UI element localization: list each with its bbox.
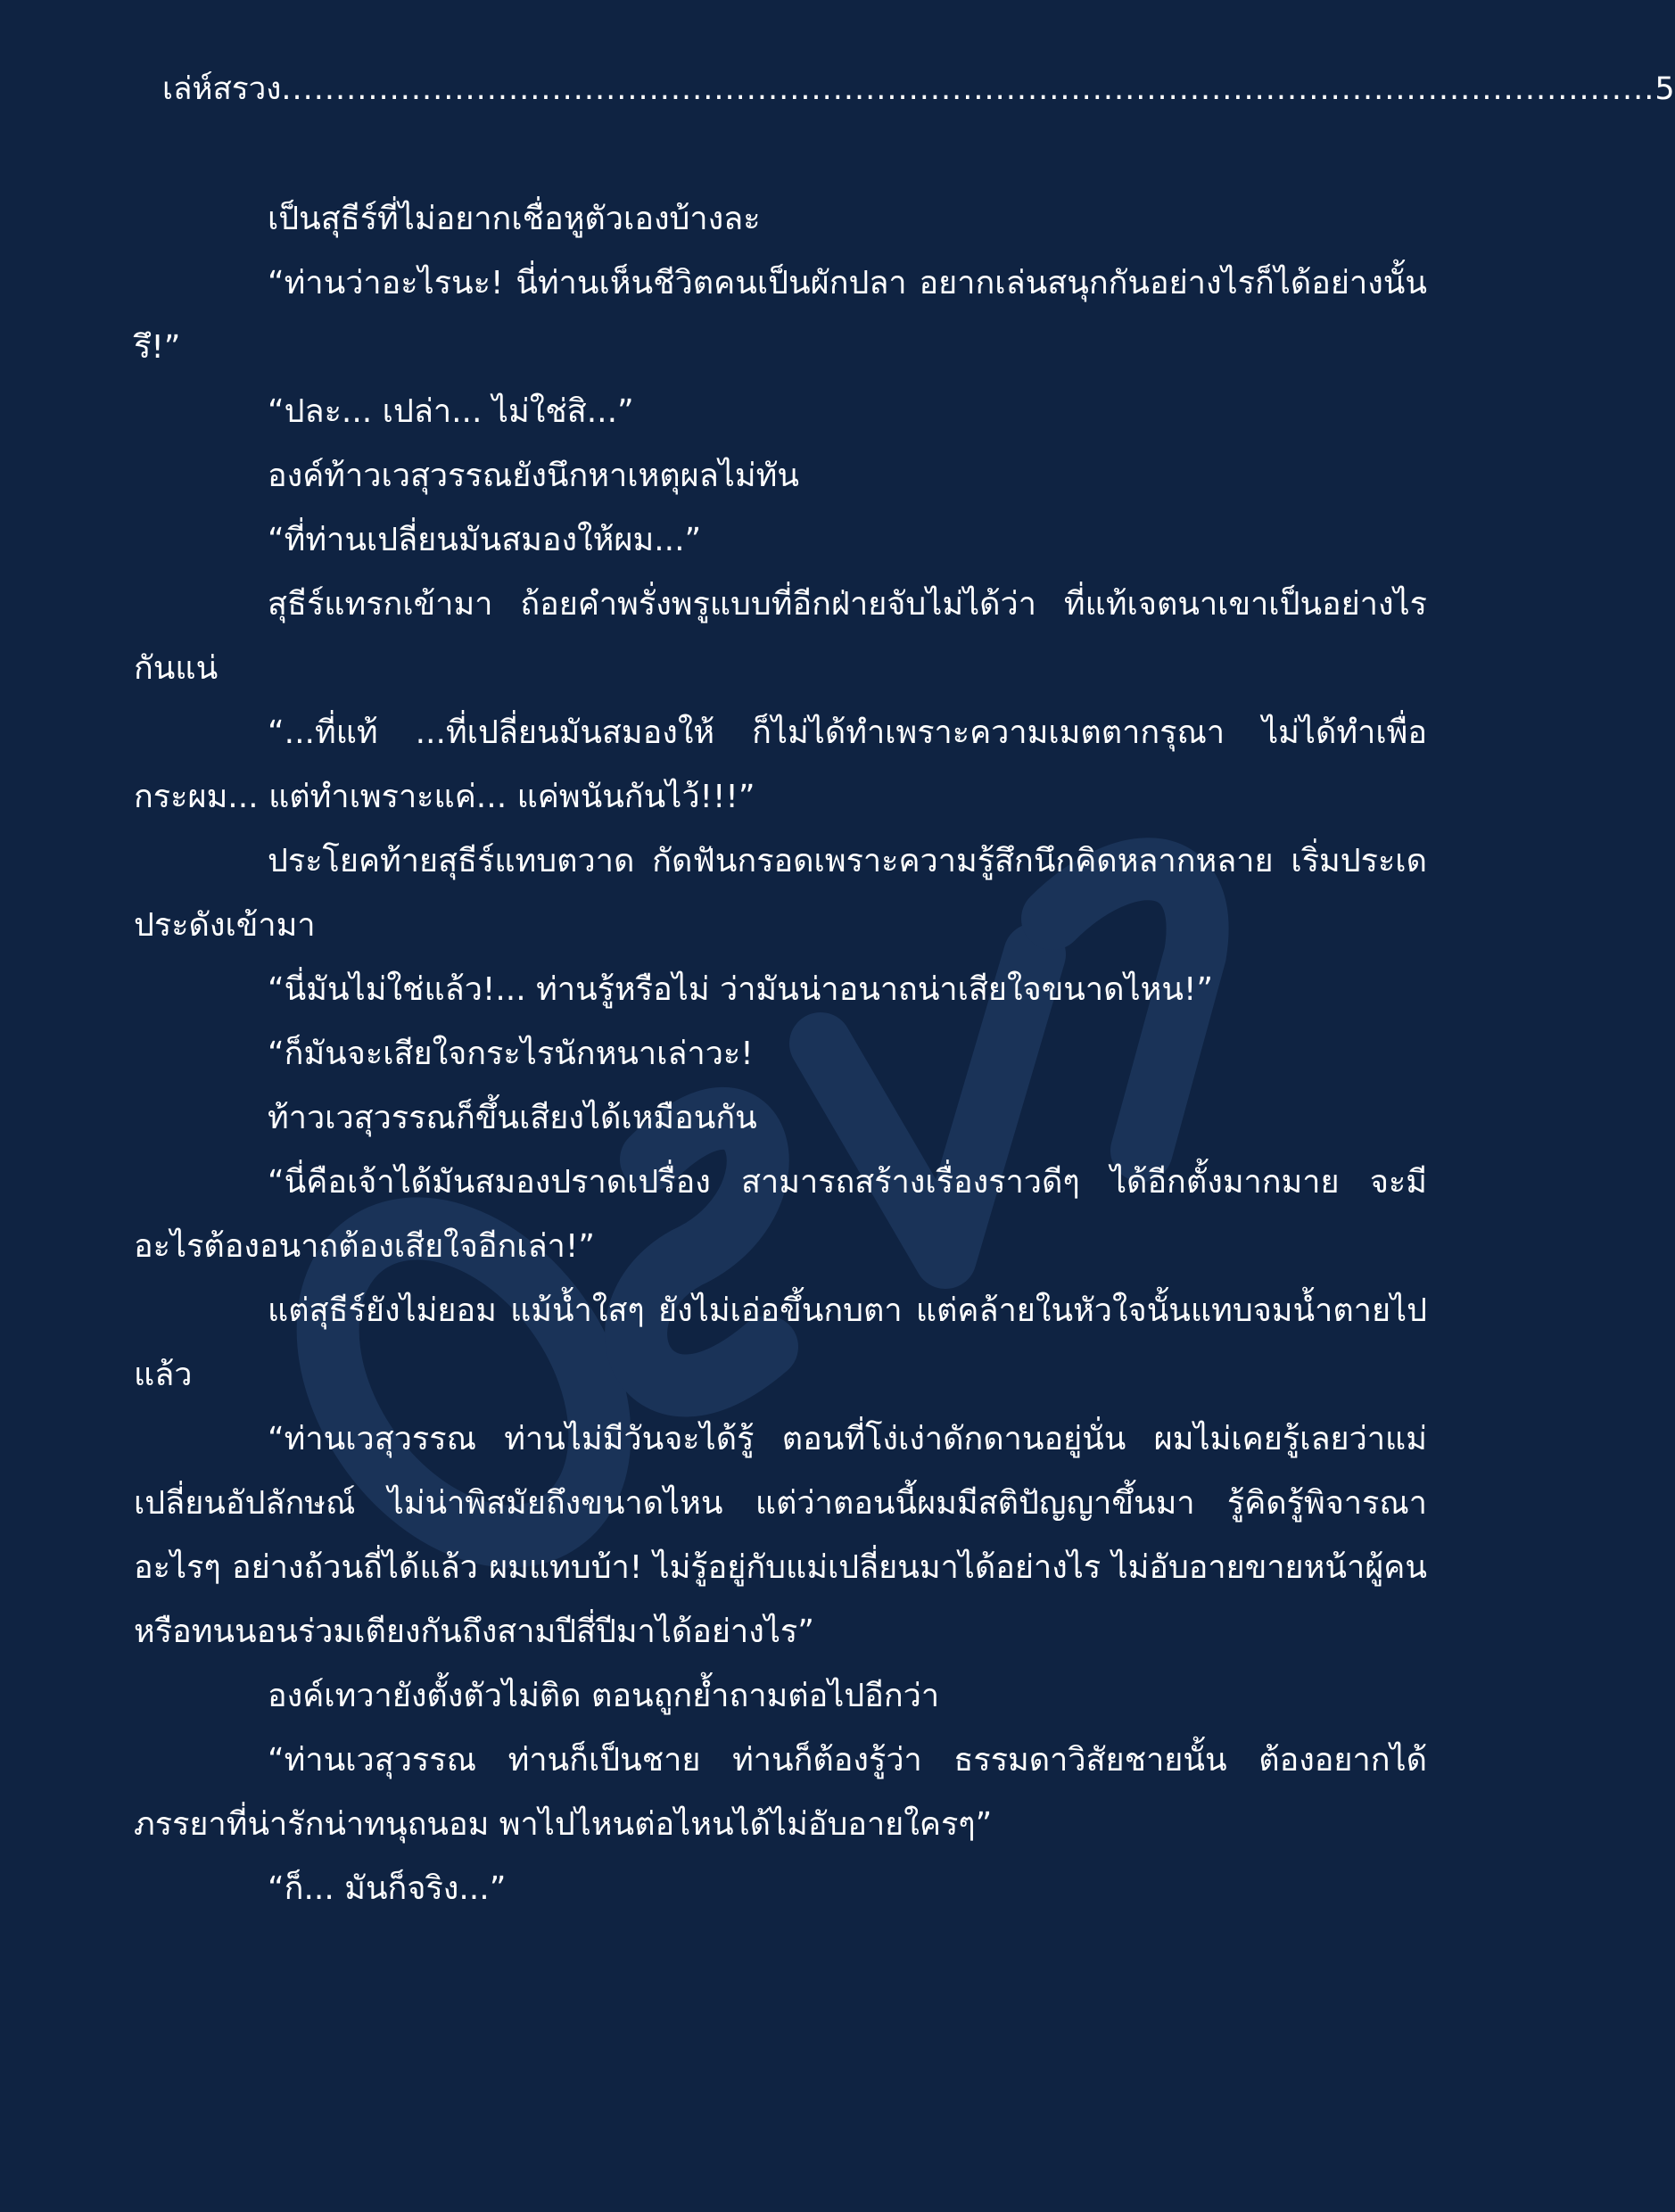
paragraph: “ที่ท่านเปลี่ยนมันสมองให้ผม...” — [268, 522, 702, 558]
paragraph: แต่สุธีร์ยังไม่ยอม แม้น้ำใสๆ ยังไม่เอ่อขึ้นกบตา แต่คล้ายในหัวใจนั้นแทบจมน้ำตายไปแล้ว — [134, 1292, 1427, 1393]
paragraph: “นี่มันไม่ใช่แล้ว!... ท่านรู้หรือไม่ ว่ามันน่าอนาถน่าเสียใจขนาดไหน!” — [268, 971, 1214, 1008]
paragraph: สุธีร์แทรกเข้ามา ถ้อยคำพรั่งพรูแบบที่อีกฝ่ายจับไม่ได้ว่า ที่แท้เจตนาเขาเป็นอย่างไรกันแน่ — [134, 586, 1427, 687]
running-title: เล่ห์สรวง — [162, 71, 282, 107]
paragraph: “ท่านว่าอะไรนะ! นี่ท่านเห็นชีวิตคนเป็นผักปลา อยากเล่นสนุกกันอย่างไรก็ได้อย่างนั้นรึ!” — [134, 265, 1427, 366]
paragraph: ท้าวเวสุวรรณก็ขึ้นเสียงได้เหมือนกัน — [268, 1100, 757, 1136]
paragraph: “ท่านเวสุวรรณ ท่านก็เป็นชาย ท่านก็ต้องรู้ว่า ธรรมดาวิสัยชายนั้น ต้องอยากได้ภรรยาที่น่ารักน่าทนุถนอม พาไปไหนต่อไหนได้ไม่อับอายใครๆ” — [134, 1742, 1427, 1843]
paragraph: “ก็... มันก็จริง...” — [268, 1870, 507, 1907]
paragraph: “ปละ... เปล่า... ไม่ใช่สิ...” — [268, 393, 634, 430]
paragraph: “ก็มันจะเสียใจกระไรนักหนาเล่าวะ! — [268, 1036, 754, 1072]
paragraph: องค์ท้าวเวสุวรรณยังนึกหาเหตุผลไม่ทัน — [268, 458, 799, 494]
page-number: 5 — [1654, 71, 1675, 107]
paragraph: “นี่คือเจ้าได้มันสมองปราดเปรื่อง สามารถสร้างเรื่องราวดีๆ ได้อีกตั้งมากมาย จะมีอะไรต้องอนาถต้องเสียใจอีกเล่า!” — [134, 1164, 1427, 1265]
dot-leader: ............................................................................................................................... — [281, 71, 1655, 107]
body-text — [134, 187, 1438, 1921]
paragraph: “ท่านเวสุวรรณ ท่านไม่มีวันจะได้รู้ ตอนที่โง่เง่าดักดานอยู่นั่น ผมไม่เคยรู้เลยว่าแม่เปลี่ยนอัปลักษณ์ ไม่น่าพิสมัยถึงขนาดไหน แต่ว่าตอนนี้ผมมีสติปัญญาขึ้นมา รู้คิดรู้พิจารณาอะไรๆ อย่างถ้วนถี่ได้แล้ว ผมแทบบ้า! ไม่รู้อยู่กับแม่เปลี่ยนมาได้อย่างไร ไม่อับอายขายหน้าผู้คน หรือทนนอนร่วมเตียงกันถึงสามปีสี่ปีมาได้อย่างไร” — [134, 1421, 1438, 1650]
paragraph: องค์เทวายังตั้งตัวไม่ติด ตอนถูกย้ำถามต่อไปอีกว่า — [268, 1678, 940, 1714]
paragraph: ประโยคท้ายสุธีร์แทบตวาด กัดฟันกรอดเพราะความรู้สึกนึกคิดหลากหลาย เริ่มประเดประดังเข้ามา — [134, 843, 1427, 944]
running-header — [162, 62, 1675, 116]
paragraph: “...ที่แท้ ...ที่เปลี่ยนมันสมองให้ ก็ไม่ได้ทำเพราะความเมตตากรุณา ไม่ได้ทำเพื่อกระผม... แต่ทำเพราะแค่... แค่พนันกันไว้!!!” — [134, 714, 1427, 815]
paragraph: เป็นสุธีร์ที่ไม่อยากเชื่อหูตัวเองบ้างละ — [268, 201, 761, 237]
